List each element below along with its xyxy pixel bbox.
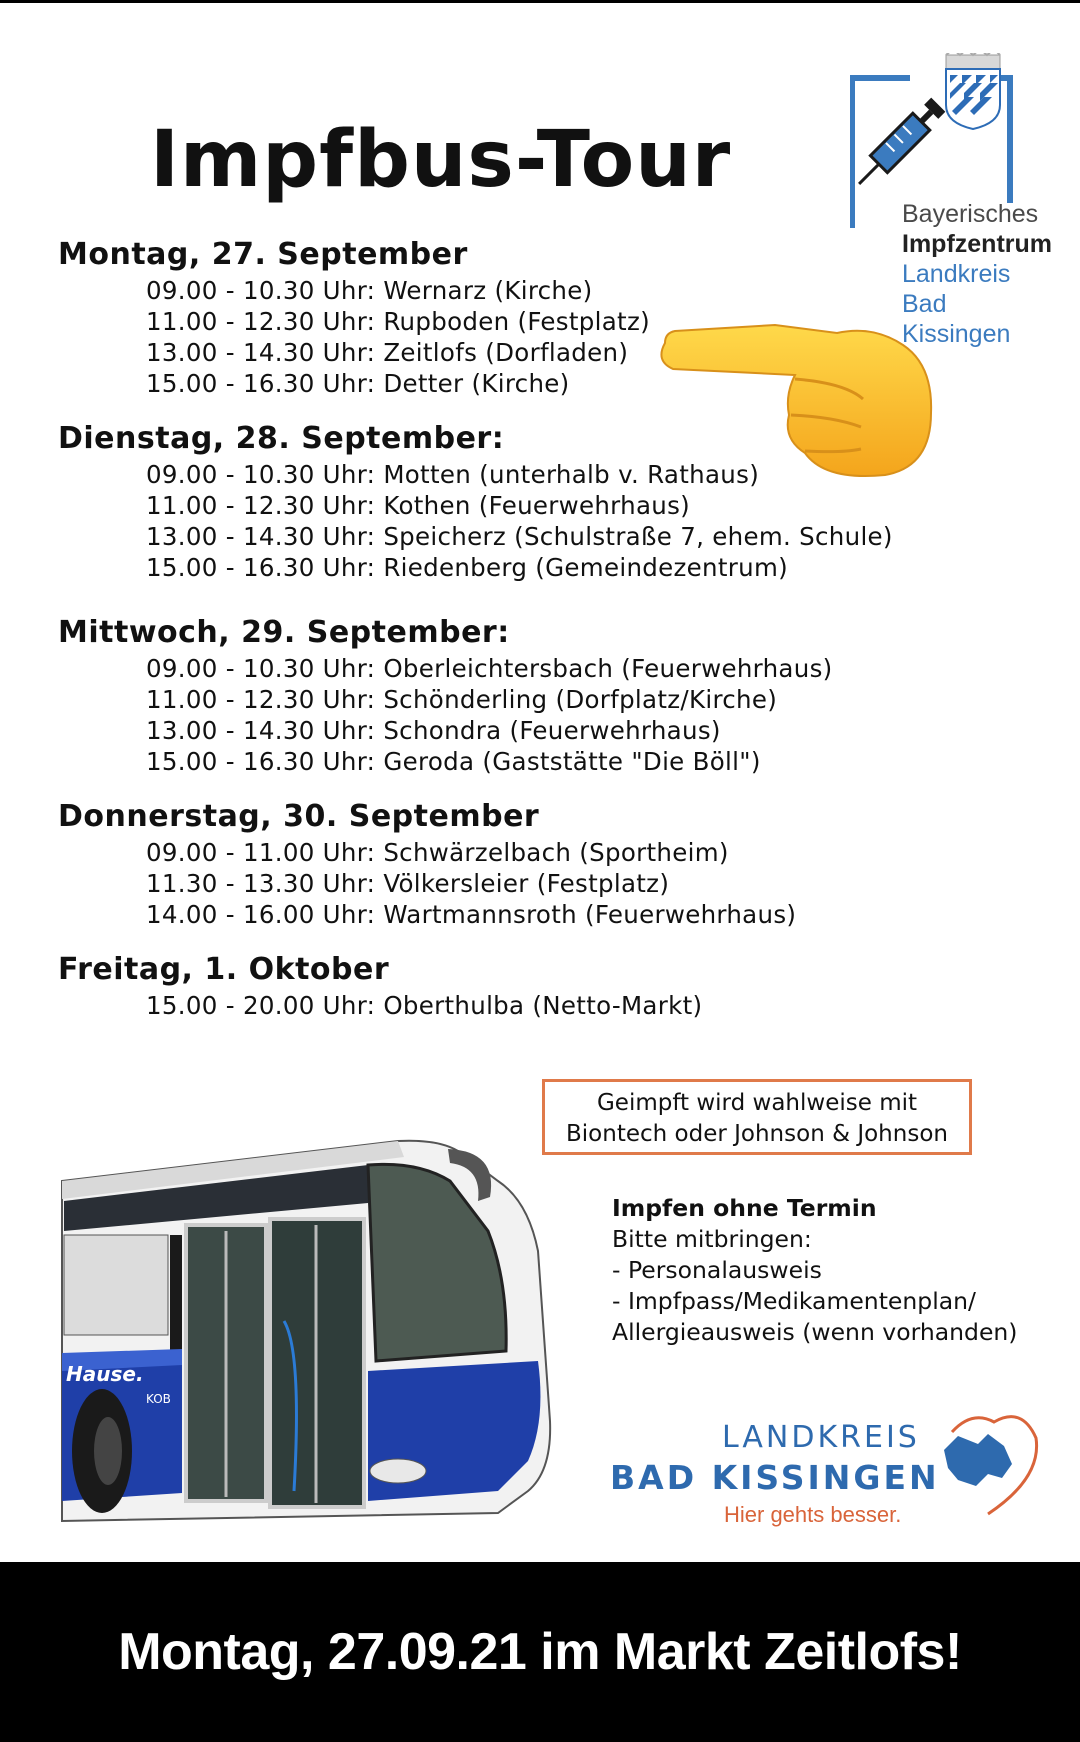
time-slot: 09.00 - 10.30 Uhr: Wernarz (Kirche) (146, 276, 593, 305)
day-heading: Montag, 27. September (58, 237, 468, 272)
time-slot: 13.00 - 14.30 Uhr: Zeitlofs (Dorfladen) (146, 338, 629, 367)
day-friday (58, 950, 958, 1021)
info-block (612, 1193, 1052, 1348)
vaccine-choice-box (542, 1079, 972, 1155)
vaccine-box-line: Geimpft wird wahlweise mit (596, 1090, 918, 1116)
time-slot: 09.00 - 10.30 Uhr: Oberleichtersbach (Feuerwehrhaus) (146, 654, 833, 683)
time-slot: 15.00 - 16.30 Uhr: Detter (Kirche) (146, 369, 570, 398)
logo-line-bad-kissingen: Bad Kissingen (902, 290, 1011, 348)
time-slot: 13.00 - 14.30 Uhr: Schondra (Feuerwehrhaus) (146, 716, 721, 745)
time-slot: 09.00 - 11.00 Uhr: Schwärzelbach (Sportheim) (146, 838, 729, 867)
vaccine-box-line: Biontech oder Johnson & Johnson (566, 1121, 948, 1147)
bottom-banner: Montag, 27.09.21 im Markt Zeitlofs! (0, 1562, 1080, 1720)
logo-line-impfzentrum: Impfzentrum (902, 230, 1052, 258)
day-heading: Dienstag, 28. September: (58, 421, 505, 456)
day-wednesday (58, 613, 958, 777)
day-heading: Donnerstag, 30. September (58, 799, 540, 834)
info-line: Bitte mitbringen: (612, 1225, 812, 1253)
day-thursday (58, 797, 958, 930)
info-heading: Impfen ohne Termin (612, 1194, 877, 1222)
crown-icon (946, 53, 1000, 69)
district-map-heart-icon (932, 1408, 1040, 1518)
bus-image (58, 1121, 558, 1541)
time-slot: 11.00 - 12.30 Uhr: Kothen (Feuerwehrhaus) (146, 491, 691, 520)
day-heading: Mittwoch, 29. September: (58, 615, 510, 650)
time-slot: 09.00 - 10.30 Uhr: Motten (unterhalb v. Rathaus) (146, 460, 760, 489)
time-slot: 13.00 - 14.30 Uhr: Speicherz (Schulstraße 7, ehem. Schule) (146, 522, 893, 551)
day-heading: Freitag, 1. Oktober (58, 952, 390, 987)
bus-side-text: Hause. (66, 1362, 144, 1386)
schedule (58, 235, 958, 1041)
poster-title: Impfbus-Tour (150, 115, 732, 205)
day-monday (58, 235, 958, 399)
time-slot: 11.00 - 12.30 Uhr: Schönderling (Dorfplatz/Kirche) (146, 685, 778, 714)
info-line: - Impfpass/Medikamentenplan/ (612, 1287, 976, 1315)
landkreis-logo-line2: BAD KISSINGEN (610, 1458, 940, 1497)
bavarian-shield-icon (946, 69, 1000, 129)
info-line: Allergieausweis (wenn vorhanden) (612, 1318, 1018, 1346)
time-slot: 15.00 - 16.30 Uhr: Riedenberg (Gemeindezentrum) (146, 553, 788, 582)
time-slot: 15.00 - 16.30 Uhr: Geroda (Gaststätte "Die Böll") (146, 747, 761, 776)
landkreis-logo (610, 1408, 1040, 1528)
logo-line-bayerisches: Bayerisches (902, 200, 1039, 228)
logo-line-landkreis: Landkreis (902, 260, 1011, 288)
time-slot: 15.00 - 20.00 Uhr: Oberthulba (Netto-Markt) (146, 991, 703, 1020)
landkreis-logo-line1: LANDKREIS (722, 1420, 920, 1455)
time-slot: 11.30 - 13.30 Uhr: Völkersleier (Festplatz) (146, 869, 670, 898)
landkreis-logo-tagline: Hier gehts besser. (724, 1502, 902, 1527)
bus-brand-text: KOB (146, 1392, 171, 1406)
time-slot: 14.00 - 16.00 Uhr: Wartmannsroth (Feuerwehrhaus) (146, 900, 797, 929)
time-slot: 11.00 - 12.30 Uhr: Rupboden (Festplatz) (146, 307, 650, 336)
info-line: - Personalausweis (612, 1256, 822, 1284)
day-tuesday (58, 419, 958, 583)
